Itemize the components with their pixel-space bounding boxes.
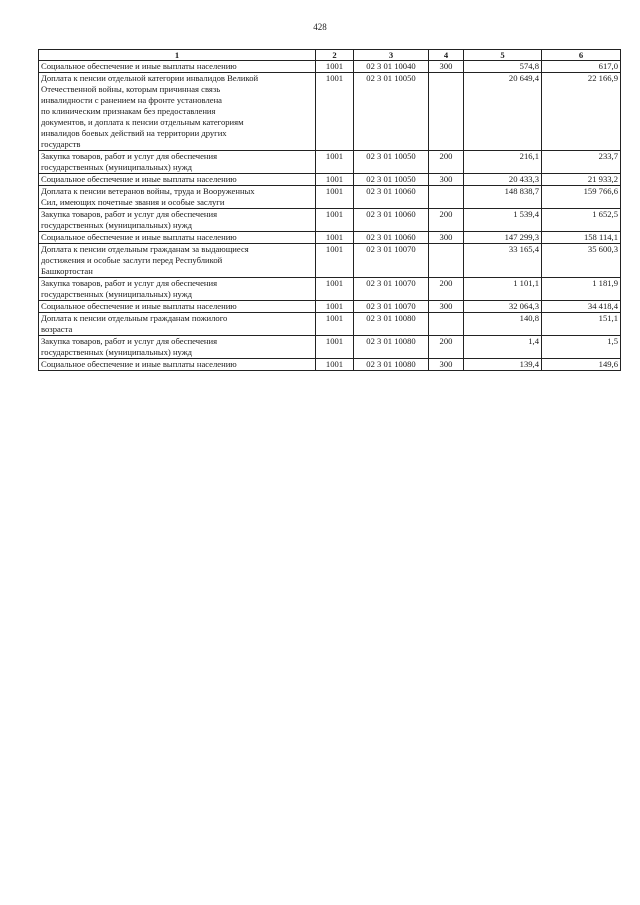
row-amount-col-6: 34 418,4 xyxy=(542,301,621,313)
header-col-6: 6 xyxy=(542,50,621,61)
table-row xyxy=(39,174,621,186)
row-description-line: государств xyxy=(41,139,81,149)
header-col-5: 5 xyxy=(464,50,542,61)
row-description-line: Социальное обеспечение и иные выплаты населению xyxy=(41,301,237,311)
budget-table xyxy=(38,49,621,371)
row-target-code: 02 3 01 10080 xyxy=(354,313,429,336)
table-row xyxy=(39,336,621,359)
row-description-line: Закупка товаров, работ и услуг для обеспечения xyxy=(41,151,218,161)
header-col-1: 1 xyxy=(39,50,316,61)
row-amount-col-6: 1 181,9 xyxy=(542,278,621,301)
row-amount-col-5: 1 539,4 xyxy=(464,209,542,232)
row-description-line: государственных (муниципальных) нужд xyxy=(41,220,193,230)
row-section-code: 1001 xyxy=(316,336,354,359)
row-target-code: 02 3 01 10070 xyxy=(354,301,429,313)
table-row xyxy=(39,278,621,301)
header-col-4: 4 xyxy=(429,50,464,61)
row-amount-col-6: 159 766,6 xyxy=(542,186,621,209)
row-section-code: 1001 xyxy=(316,174,354,186)
row-description-line: Доплата к пенсии ветеранов войны, труда и Вооруженных xyxy=(41,186,255,196)
table-row xyxy=(39,61,621,73)
row-amount-col-5: 574,8 xyxy=(464,61,542,73)
row-amount-col-6: 158 114,1 xyxy=(542,232,621,244)
row-description-line: возраста xyxy=(41,324,73,334)
row-section-code: 1001 xyxy=(316,186,354,209)
row-description-line: Доплата к пенсии отдельным гражданам за выдающиеся xyxy=(41,244,249,254)
row-expense-type: 300 xyxy=(429,232,464,244)
row-description-line: Социальное обеспечение и иные выплаты населению xyxy=(41,359,237,369)
row-description xyxy=(39,313,316,336)
table-row xyxy=(39,301,621,313)
row-description-line: документов, и доплата к пенсии отдельным категориям xyxy=(41,117,244,127)
row-description-line: Социальное обеспечение и иные выплаты населению xyxy=(41,232,237,242)
row-amount-col-5: 1,4 xyxy=(464,336,542,359)
row-expense-type xyxy=(429,313,464,336)
row-amount-col-6: 233,7 xyxy=(542,151,621,174)
page-number: 428 xyxy=(313,22,327,32)
row-description xyxy=(39,232,316,244)
table-body xyxy=(39,61,621,371)
table-row xyxy=(39,244,621,278)
row-amount-col-5: 147 299,3 xyxy=(464,232,542,244)
row-amount-col-5: 20 433,3 xyxy=(464,174,542,186)
row-description-line: государственных (муниципальных) нужд xyxy=(41,162,193,172)
row-description-line: Отечественной войны, которым причинная связь xyxy=(41,84,221,94)
row-description xyxy=(39,336,316,359)
row-section-code: 1001 xyxy=(316,61,354,73)
row-description-line: инвалидности с ранением на фронте установлена xyxy=(41,95,222,105)
row-section-code: 1001 xyxy=(316,278,354,301)
row-amount-col-6: 21 933,2 xyxy=(542,174,621,186)
row-description xyxy=(39,301,316,313)
row-expense-type: 300 xyxy=(429,359,464,371)
row-expense-type: 300 xyxy=(429,174,464,186)
row-target-code: 02 3 01 10060 xyxy=(354,209,429,232)
row-amount-col-6: 151,1 xyxy=(542,313,621,336)
row-amount-col-6: 1 652,5 xyxy=(542,209,621,232)
row-description xyxy=(39,359,316,371)
row-amount-col-5: 216,1 xyxy=(464,151,542,174)
row-section-code: 1001 xyxy=(316,301,354,313)
row-description-line: государственных (муниципальных) нужд xyxy=(41,347,193,357)
header-col-3: 3 xyxy=(354,50,429,61)
row-description-line: государственных (муниципальных) нужд xyxy=(41,289,193,299)
row-description-line: Социальное обеспечение и иные выплаты населению xyxy=(41,61,237,71)
row-description xyxy=(39,61,316,73)
row-section-code: 1001 xyxy=(316,232,354,244)
row-amount-col-5: 20 649,4 xyxy=(464,73,542,151)
row-expense-type: 200 xyxy=(429,278,464,301)
row-description-line: Доплата к пенсии отдельной категории инвалидов Великой xyxy=(41,73,259,83)
row-amount-col-6: 35 600,3 xyxy=(542,244,621,278)
row-description xyxy=(39,244,316,278)
row-section-code: 1001 xyxy=(316,73,354,151)
row-description-line: Закупка товаров, работ и услуг для обеспечения xyxy=(41,336,218,346)
row-target-code: 02 3 01 10070 xyxy=(354,244,429,278)
row-description xyxy=(39,174,316,186)
row-description xyxy=(39,73,316,151)
row-expense-type: 200 xyxy=(429,209,464,232)
row-description-line: Закупка товаров, работ и услуг для обеспечения xyxy=(41,209,218,219)
row-section-code: 1001 xyxy=(316,151,354,174)
row-section-code: 1001 xyxy=(316,209,354,232)
row-target-code: 02 3 01 10060 xyxy=(354,232,429,244)
row-amount-col-5: 33 165,4 xyxy=(464,244,542,278)
row-target-code: 02 3 01 10050 xyxy=(354,174,429,186)
row-description-line: Башкортостан xyxy=(41,266,93,276)
table-row xyxy=(39,359,621,371)
row-section-code: 1001 xyxy=(316,359,354,371)
row-amount-col-5: 148 838,7 xyxy=(464,186,542,209)
header-row xyxy=(39,50,621,61)
row-description xyxy=(39,278,316,301)
row-description xyxy=(39,209,316,232)
row-expense-type: 200 xyxy=(429,151,464,174)
row-amount-col-5: 1 101,1 xyxy=(464,278,542,301)
row-target-code: 02 3 01 10070 xyxy=(354,278,429,301)
table-row xyxy=(39,151,621,174)
row-description-line: по клиническим признакам без предоставления xyxy=(41,106,216,116)
row-description-line: Социальное обеспечение и иные выплаты населению xyxy=(41,174,237,184)
row-amount-col-6: 22 166,9 xyxy=(542,73,621,151)
row-amount-col-6: 149,6 xyxy=(542,359,621,371)
row-expense-type xyxy=(429,244,464,278)
row-target-code: 02 3 01 10040 xyxy=(354,61,429,73)
row-description-line: Закупка товаров, работ и услуг для обеспечения xyxy=(41,278,218,288)
row-amount-col-5: 140,8 xyxy=(464,313,542,336)
row-amount-col-6: 617,0 xyxy=(542,61,621,73)
row-amount-col-5: 32 064,3 xyxy=(464,301,542,313)
row-description-line: Доплата к пенсии отдельным гражданам пожилого xyxy=(41,313,228,323)
header-col-2: 2 xyxy=(316,50,354,61)
row-expense-type xyxy=(429,186,464,209)
row-target-code: 02 3 01 10050 xyxy=(354,73,429,151)
row-description-line: достижения и особые заслуги перед Республикой xyxy=(41,255,223,265)
table-row xyxy=(39,232,621,244)
row-description-line: Сил, имеющих почетные звания и особые заслуги xyxy=(41,197,225,207)
table-row xyxy=(39,313,621,336)
row-target-code: 02 3 01 10060 xyxy=(354,186,429,209)
row-description xyxy=(39,151,316,174)
row-target-code: 02 3 01 10050 xyxy=(354,151,429,174)
table-row xyxy=(39,209,621,232)
row-amount-col-6: 1,5 xyxy=(542,336,621,359)
row-amount-col-5: 139,4 xyxy=(464,359,542,371)
row-expense-type: 300 xyxy=(429,61,464,73)
row-expense-type: 300 xyxy=(429,301,464,313)
row-section-code: 1001 xyxy=(316,244,354,278)
row-target-code: 02 3 01 10080 xyxy=(354,359,429,371)
row-description-line: инвалидов боевых действий на территории других xyxy=(41,128,227,138)
row-expense-type: 200 xyxy=(429,336,464,359)
row-section-code: 1001 xyxy=(316,313,354,336)
row-description xyxy=(39,186,316,209)
table-row xyxy=(39,73,621,151)
row-target-code: 02 3 01 10080 xyxy=(354,336,429,359)
table-row xyxy=(39,186,621,209)
row-expense-type xyxy=(429,73,464,151)
